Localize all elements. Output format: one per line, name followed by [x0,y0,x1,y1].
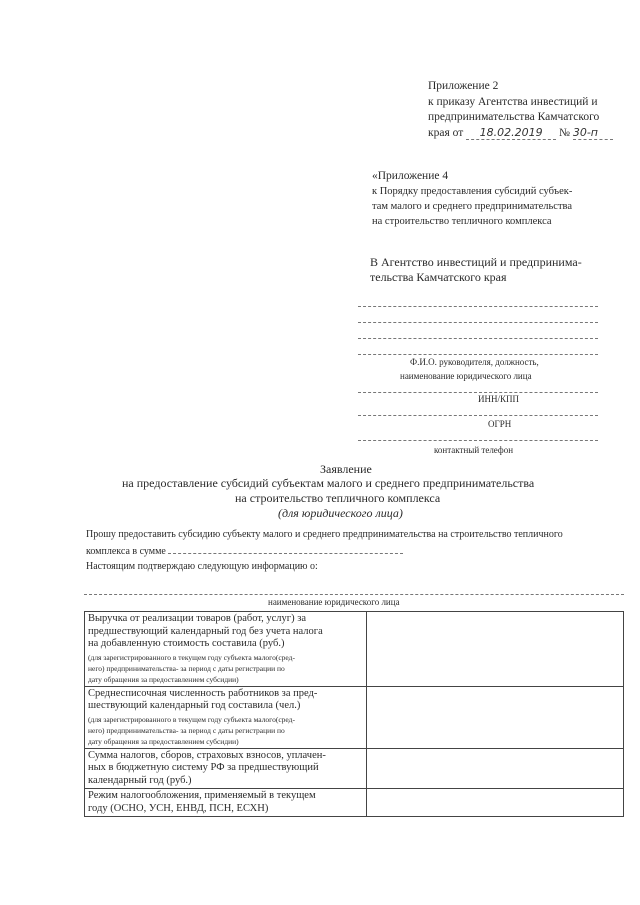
sub-appendix-line-1: к Порядку предоставления субсидий субъек- [372,186,573,197]
addressee-line-1: В Агентство инвестиций и предпринима- [370,255,582,269]
table-row [85,612,624,687]
ogrn-caption: ОГРН [488,419,512,429]
row-question-line: году (ОСНО, УСН, ЕНВД, ПСН, ЕСХН) [88,802,269,814]
row-question-line: Среднесписочная численность работников за пред- [88,687,318,699]
row-question-line: шествующий календарный год составила (чел.) [88,700,301,711]
statement-title: Заявление [320,462,372,476]
applicant-line-3 [358,338,598,339]
request-line-2 [86,543,403,557]
statement-line-1: на предоставление субсидий субъектам малого и среднего предпринимательства [122,476,535,490]
sub-appendix-line-2: там малого и среднего предпринимательства [372,201,573,212]
addressee-line-2: тельства Камчатского края [370,270,507,284]
row-question-line: календарный год (руб.) [88,774,192,786]
row-question-cell [85,789,367,817]
sub-appendix-line-3: на строительство тепличного комплекса [372,216,552,227]
table-row [85,748,624,789]
statement-line-3: (для юридического лица) [278,506,403,520]
order-line-1: к приказу Агентства инвестиций и [428,96,598,108]
confirm-org-caption: наименование юридического лица [268,597,400,607]
ogrn-line [358,415,598,416]
phone-caption: контактный телефон [434,445,514,455]
order-line-3 [428,126,613,140]
row-question-cell [85,612,367,687]
confirm-org-line [84,594,624,595]
row-question-line: ных в бюджетную систему РФ за предшествующий [88,762,319,773]
appendix-title: Приложение 2 [428,80,499,92]
order-date-handwritten: 18.02.2019 [466,126,556,140]
sub-appendix-title: «Приложение 4 [372,170,449,182]
request-sum-label: комплекса в сумме [86,546,169,557]
row-note-line: дату обращения за предоставлением субсидии) [88,736,239,746]
applicant-line-4 [358,354,598,355]
applicant-line-2 [358,322,598,323]
row-note-line: дату обращения за предоставлением субсидии) [88,674,239,684]
request-line-1: Прошу предоставить субсидию субъекту малого и среднего предпринимательства на строительство тепличного [86,529,563,540]
row-question-cell [85,748,367,789]
order-line-2: предпринимательства Камчатского [428,111,600,123]
inn-line [358,392,598,393]
org-name-caption: наименование юридического лица [400,371,532,381]
order-number-handwritten: 30-п [573,126,613,140]
row-note-line: него) предпринимательства- за период с даты регистрации по [88,663,285,673]
row-answer-cell[interactable] [367,686,624,748]
row-answer-cell[interactable] [367,748,624,789]
info-table [84,611,624,817]
row-note-line: (для зарегистрированного в текущем году субъекта малого(сред- [88,652,295,662]
confirm-text: Настоящим подтверждаю следующую информацию о: [86,561,318,572]
row-question-line: Режим налогообложения, применяемый в текущем [88,790,316,801]
order-number-label: № [558,127,570,139]
row-question-line: Выручка от реализации товаров (работ, услуг) за [88,613,307,624]
row-question-line: предшествующий календарный год без учета налога [88,625,323,637]
statement-line-2: на строительство тепличного комплекса [235,491,441,505]
phone-line [358,440,598,441]
request-sum-field[interactable] [168,543,403,554]
fio-caption: Ф.И.О. руководителя, должность, [410,357,539,367]
row-question-line: на добавленную стоимость составила (руб.) [88,638,285,649]
row-answer-cell[interactable] [367,612,624,687]
applicant-line-1 [358,306,598,307]
row-note-line: него) предпринимательства- за период с даты регистрации по [88,725,285,735]
row-question-cell [85,686,367,748]
row-answer-cell[interactable] [367,789,624,817]
row-question-line: Сумма налогов, сборов, страховых взносов, уплачен- [88,749,326,761]
order-date-prefix: края от [428,127,464,139]
inn-caption: ИНН/КПП [478,394,520,404]
row-note-line: (для зарегистрированного в текущем году субъекта малого(сред- [88,714,295,724]
table-row [85,686,624,748]
table-row [85,789,624,817]
